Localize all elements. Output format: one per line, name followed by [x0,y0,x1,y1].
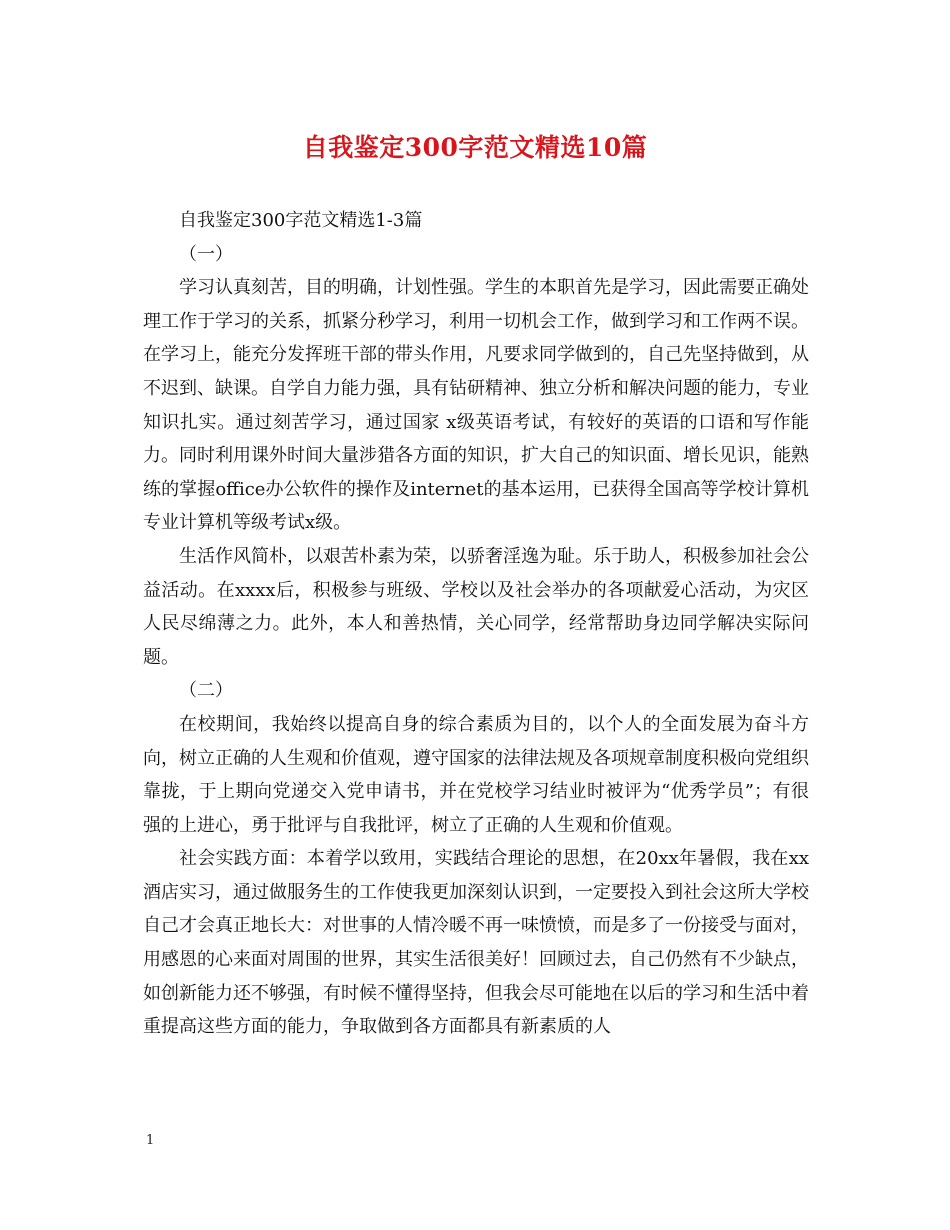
sub-heading: 自我鉴定300字范文精选1-3篇 [179,210,423,231]
paragraph: 生活作风简朴，以艰苦朴素为荣，以骄奢淫逸为耻。乐于助人，积极参加社会公益活动。在xxxx后，积极参与班级、学校以及社会举办的各项献爱心活动，为灾区人民尽绵薄之力。此外，本人和善热情，关心同学，经常帮助身边同学解决实际问题。 [143,545,809,668]
paragraph: 学习认真刻苦，目的明确，计划性强。学生的本职首先是学习，因此需要正确处理工作于学习的关系，抓紧分秒学习，利用一切机会工作，做到学习和工作两不误。在学习上，能充分发挥班干部的带头作用，凡要求同学做到的，自己先坚持做到，从不迟到、缺课。自学自力能力强，具有钻研精神、独立分析和解决问题的能力，专业知识扎实。通过刻苦学习，通过国家 x级英语考试，有较好的英语的口语和写作能力。同时利用课外时间大量涉猎各方面的知识，扩大自己的知识面、增长见识，能熟练的掌握office办公软件的操作及internet的基本运用，已获得全国高等学校计算机专业计算机等级考试x级。 [143,277,809,534]
page-number: 1 [146,1133,155,1148]
section-marker-1: （一） [179,243,233,265]
paragraph: 在校期间，我始终以提高自身的综合素质为目的，以个人的全面发展为奋斗方向，树立正确的人生观和价值观，遵守国家的法律法规及各项规章制度积极向党组织靠拢，于上期向党递交入党申请书，并在党校学习结业时被评为“优秀学员”；有很强的上进心，勇于批评与自我批评，树立了正确的人生观和价值观。 [143,713,809,836]
document-body [143,204,809,1044]
section-marker-2: （二） [179,680,233,702]
page-title: 自我鉴定300字范文精选10篇 [302,133,648,162]
paragraph: 社会实践方面：本着学以致用，实践结合理论的思想，在20xx年暑假，我在xx酒店实习，通过做服务生的工作使我更加深刻认识到，一定要投入到社会这所大学校自己才会真正地长大：对世事的人情冷暖不再一味愤愤，而是多了一份接受与面对，用感恩的心来面对周围的世界，其实生活很美好！回顾过去，自己仍然有不少缺点，如创新能力还不够强，有时候不懂得坚持，但我会尽可能地在以后的学习和生活中着重提高这些方面的能力，争取做到各方面都具有新素质的人 [143,848,809,1038]
